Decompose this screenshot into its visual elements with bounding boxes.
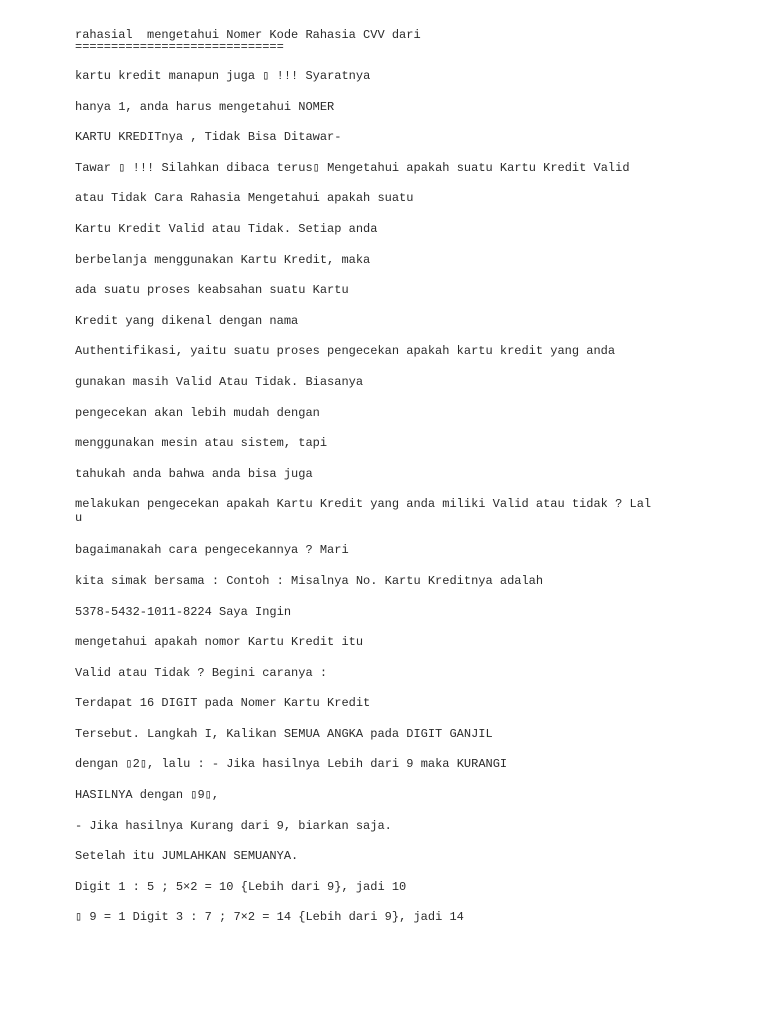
text-line: Tawar ▯ !!! Silahkan dibaca terus▯ Mengetahui apakah suatu Kartu Kredit Valid — [75, 160, 630, 175]
text-line: Kartu Kredit Valid atau Tidak. Setiap anda — [75, 221, 378, 236]
text-line: Kredit yang dikenal dengan nama — [75, 313, 299, 328]
text-line: berbelanja menggunakan Kartu Kredit, maka — [75, 252, 371, 267]
text-line: Setelah itu JUMLAHKAN SEMUANYA. — [75, 849, 299, 864]
text-line: Valid atau Tidak ? Begini caranya : — [75, 665, 328, 680]
text-line: Digit 1 : 5 ; 5×2 = 10 {Lebih dari 9}, jadi 10 — [75, 879, 407, 894]
text-line: gunakan masih Valid Atau Tidak. Biasanya — [75, 374, 364, 389]
text-line: kita simak bersama : Contoh : Misalnya No. Kartu Kreditnya adalah — [75, 573, 544, 588]
text-line: menggunakan mesin atau sistem, tapi — [75, 436, 328, 451]
text-line: - Jika hasilnya Kurang dari 9, biarkan saja. — [75, 818, 392, 833]
document-body — [75, 28, 695, 941]
text-line: kartu kredit manapun juga ▯ !!! Syaratnya — [75, 69, 371, 83]
text-line: melakukan pengecekan apakah Kartu Kredit yang anda miliki Valid atau tidak ? Lal u — [75, 497, 652, 526]
text-line: Authentifikasi, yaitu suatu proses pengecekan apakah kartu kredit yang anda — [75, 344, 616, 359]
text-line: tahukah anda bahwa anda bisa juga — [75, 466, 313, 481]
text-line: KARTU KREDITnya , Tidak Bisa Ditawar- — [75, 130, 342, 145]
text-line: HASILNYA dengan ▯9▯, — [75, 788, 220, 803]
document-title: rahasial mengetahui Nomer Kode Rahasia CVV dari — [75, 28, 421, 42]
text-line: hanya 1, anda harus mengetahui NOMER — [75, 99, 335, 114]
text-line: ada suatu proses keabsahan suatu Kartu — [75, 283, 349, 298]
text-line: pengecekan akan lebih mudah dengan — [75, 405, 320, 420]
text-line: dengan ▯2▯, lalu : - Jika hasilnya Lebih dari 9 maka KURANGI — [75, 757, 508, 772]
text-line: atau Tidak Cara Rahasia Mengetahui apakah suatu — [75, 191, 414, 206]
text-line: bagaimanakah cara pengecekannya ? Mari — [75, 543, 349, 558]
text-line: mengetahui apakah nomor Kartu Kredit itu — [75, 635, 364, 650]
text-line: Terdapat 16 DIGIT pada Nomer Kartu Kredit — [75, 696, 371, 711]
text-line: ▯ 9 = 1 Digit 3 : 7 ; 7×2 = 14 {Lebih dari 9}, jadi 14 — [75, 910, 464, 925]
text-line: Tersebut. Langkah I, Kalikan SEMUA ANGKA pada DIGIT GANJIL — [75, 726, 493, 741]
text-line: 5378-5432-1011-8224 Saya Ingin — [75, 604, 292, 619]
title-underline: ============================= — [75, 40, 284, 54]
